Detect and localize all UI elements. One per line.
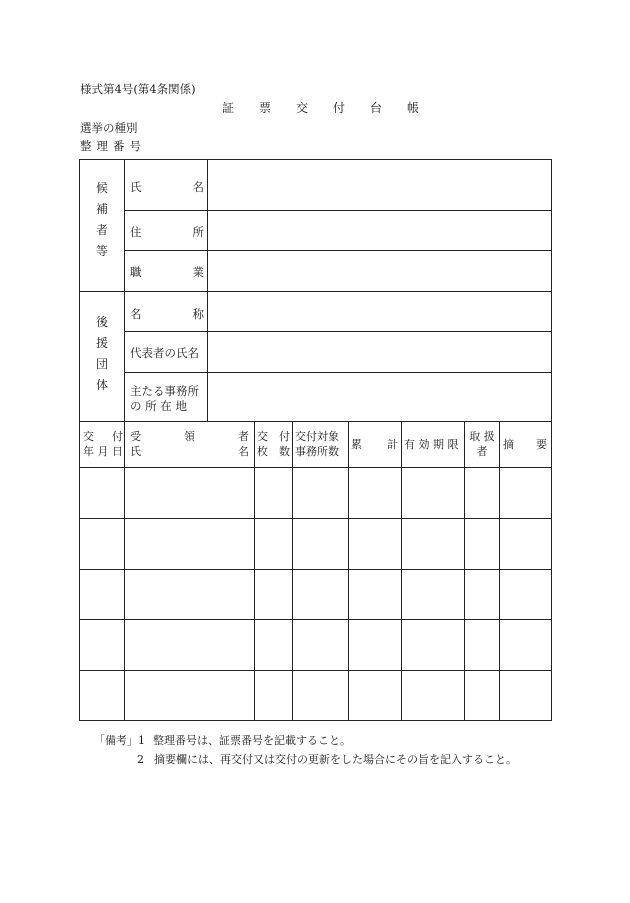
column-divider: [254, 421, 255, 720]
note-2-text: 摘要欄には、再交付又は交付の更新をした場合にその旨を記入すること。: [154, 753, 517, 766]
row-divider: [124, 331, 551, 332]
target-offices-header: 交付対象 事務所数: [295, 430, 339, 458]
address-label: 住 所: [130, 225, 204, 239]
election-type-label: 選挙の種別: [80, 121, 138, 135]
support-group-label: 後 援 団 体: [95, 315, 108, 392]
row-divider: [80, 518, 551, 519]
notes: [94, 731, 517, 769]
issue-date-header: 交 付 年 月 日: [83, 430, 123, 458]
column-divider: [401, 421, 402, 720]
row-divider: [80, 569, 551, 570]
form-number: 様式第4号(第4条関係): [80, 82, 196, 96]
row-divider: [124, 250, 551, 251]
row-divider: [124, 372, 551, 373]
document-title: 証票交付台帳: [222, 101, 445, 115]
office-location-label-line1: 主たる事務所: [130, 384, 199, 398]
header-divider: [80, 467, 551, 468]
row-divider: [80, 670, 551, 671]
column-divider: [499, 421, 500, 720]
notes-prefix: 「備考」1: [94, 734, 145, 747]
column-divider: [348, 421, 349, 720]
reference-number-label: 整理番号: [80, 139, 146, 153]
organisation-name-label: 名 称: [130, 307, 204, 321]
row-divider: [80, 619, 551, 620]
validity-period-header: 有 効 期 限: [404, 438, 459, 451]
note-2: [94, 750, 517, 769]
candidate-group-label: 候 補 者 等: [95, 181, 108, 258]
note-2-number: 2: [137, 753, 144, 766]
representative-name-label: 代表者の氏名: [130, 346, 199, 360]
note-1: [94, 731, 517, 750]
cumulative-total-header: 累 計: [351, 438, 398, 451]
recipient-name-header: 受 領 者 氏 名: [130, 430, 249, 458]
remarks-header: 摘 要: [503, 438, 547, 451]
ledger-table: [79, 421, 552, 721]
registration-table: [79, 159, 552, 422]
column-divider: [124, 421, 125, 720]
office-location-label-line2: の 所 在 地: [130, 399, 187, 413]
handler-header: 取 扱 者: [469, 430, 495, 458]
section-divider: [80, 291, 551, 292]
column-divider: [464, 421, 465, 720]
column-divider: [292, 421, 293, 720]
name-label: 氏 名: [130, 180, 204, 194]
issue-count-header: 交 付 枚 数: [257, 430, 290, 458]
occupation-label: 職 業: [130, 265, 204, 279]
note-1-text: 整理番号は、証票番号を記載すること。: [153, 734, 351, 747]
row-divider: [124, 210, 551, 211]
